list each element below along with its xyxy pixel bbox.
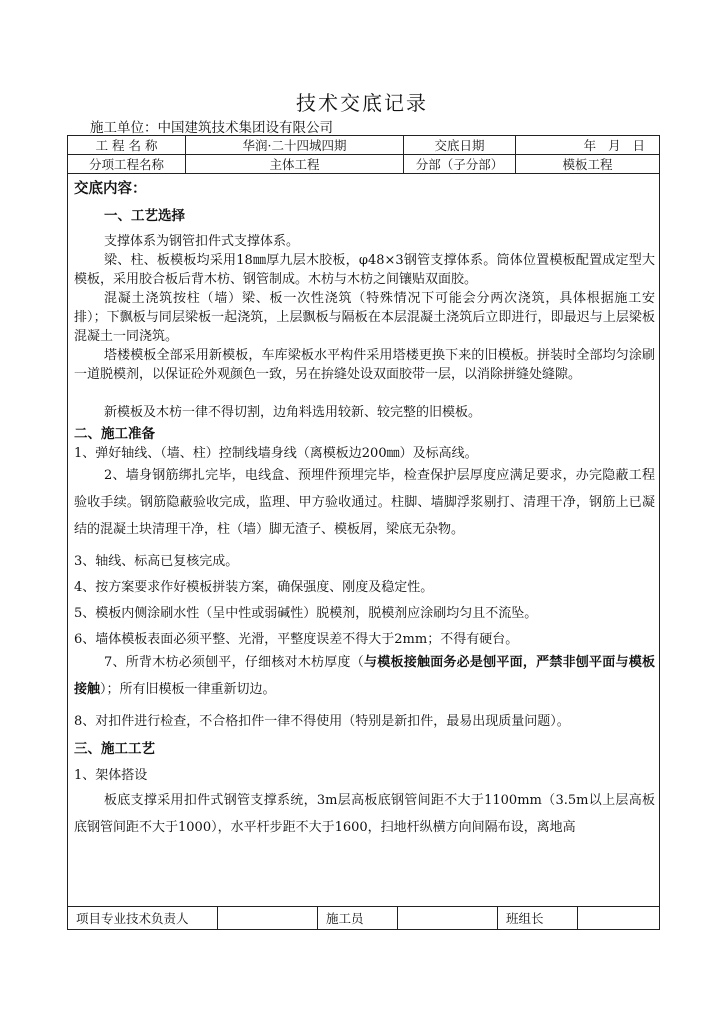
prep-item-3: 3、轴线、标高已复核完成。 xyxy=(74,554,239,569)
section-title-preparation: 二、施工准备 xyxy=(74,426,155,442)
process-subtitle-scaffold: 1、架体搭设 xyxy=(74,768,148,783)
prep-item-7-prefix: 7、所背木枋必须刨平，仔细核对木枋厚度（ xyxy=(104,655,365,670)
prep-item-4: 4、按方案要求作好模板拼装方案，确保强度、刚度及稳定性。 xyxy=(74,580,434,595)
prep-item-1: 1、弹好轴线、（墙、柱）控制线墙身线（离模板边200㎜）及标高线。 xyxy=(74,446,478,461)
prep-item-6: 6、墙体模板表面必须平整、光滑，平整度误差不得大于2mm；不得有硬台。 xyxy=(74,632,519,647)
paragraph-tower-formwork: 塔楼模板全部采用新模板，车库梁板水平构件采用塔楼更换下来的旧模板。拼装时全部均匀涂刷一道脱模剂，以保证砼外观颜色一致，另在拚缝处设双面胶带一层，以消除拼缝处缝隙。 xyxy=(74,348,655,382)
division-label: 分部（子分部） xyxy=(404,155,516,174)
project-name-label: 工 程 名 称 xyxy=(68,136,186,155)
disclosure-date-value: 年 月 日 xyxy=(516,136,660,155)
subproject-name-value: 主体工程 xyxy=(186,155,404,174)
paragraph-scaffold-support: 板底支撑采用扣件式钢管支撑系统，3m层高板底钢管间距不大于1100mm（3.5m以上层高板底钢管间距不大于1000），水平杆步距不大于1600，扫地杆纵横方向间隔布设，离地高 xyxy=(74,793,655,835)
division-value: 模板工程 xyxy=(516,155,660,174)
prep-item-7-suffix: ）；所有旧模板一律重新切边。 xyxy=(100,682,276,697)
paragraph-new-formwork: 新模板及木枋一律不得切割，边角料选用较新、较完整的旧模板。 xyxy=(104,405,482,420)
info-row-project xyxy=(68,136,660,155)
constructor-signature xyxy=(398,907,498,930)
prep-item-7 xyxy=(74,649,655,703)
tech-lead-label: 项目专业技术负责人 xyxy=(68,907,218,930)
section-title-construction-process: 三、施工工艺 xyxy=(74,741,155,757)
project-name-value: 华润·二十四城四期 xyxy=(186,136,404,155)
section-title-process-selection: 一、工艺选择 xyxy=(104,208,185,224)
tech-lead-signature xyxy=(218,907,318,930)
team-leader-label: 班组长 xyxy=(498,907,578,930)
paragraph-formwork-materials: 梁、柱、板模板均采用18㎜厚九层木胶板，φ48×3钢管支撑体系。筒体位置模板配置成定型大模板，采用胶合板后背木枋、钢管制成。木枋与木枋之间镶贴双面胶。 xyxy=(74,253,655,287)
construction-unit: 施工单位：中国建筑技术集团设有限公司 xyxy=(90,120,333,136)
prep-item-7-emphasis: 与模板接触面务必是刨平面，严禁非刨平面与模板接触 xyxy=(74,655,655,697)
content-heading: 交底内容： xyxy=(74,181,147,197)
info-table xyxy=(67,135,660,174)
prep-item-5: 5、模板内侧涂刷水性（呈中性或弱碱性）脱模剂，脱模剂应涂刷均匀且不流坠。 xyxy=(74,606,538,621)
content-area xyxy=(67,172,660,906)
prep-item-8: 8、对扣件进行检查，不合格扣件一律不得使用（特别是新扣件，最易出现质量问题）。 xyxy=(74,714,570,729)
prep-item-2: 2、墙身钢筋绑扎完毕，电线盒、预埋件预埋完毕，检查保护层厚度应满足要求，办完隐蔽工程验收手续。钢筋隐蔽验收完成，监理、甲方验收通过。柱脚、墙脚浮浆剔打、清理干净，钢筋上已凝结的混凝土块清理干净，柱（墙）脚无渣子、模板屑，梁底无杂物。 xyxy=(74,468,655,537)
paragraph-concrete-pouring: 混凝土浇筑按柱（墙）梁、板一次性浇筑（特殊情况下可能会分两次浇筑，具体根据施工安排）；下飘板与同层梁板一起浇筑，上层飘板与隔板在本层混凝土浇筑后立即进行，即最迟与上层梁板混凝土一同浇筑。 xyxy=(74,291,655,344)
constructor-label: 施工员 xyxy=(318,907,398,930)
document-title: 技术交底记录 xyxy=(296,91,428,115)
paragraph-support-system: 支撑体系为钢管扣件式支撑体系。 xyxy=(104,234,300,249)
subproject-name-label: 分项工程名称 xyxy=(68,155,186,174)
disclosure-date-label: 交底日期 xyxy=(404,136,516,155)
info-row-subproject xyxy=(68,155,660,174)
signature-table xyxy=(67,906,660,930)
team-leader-signature xyxy=(578,907,660,930)
